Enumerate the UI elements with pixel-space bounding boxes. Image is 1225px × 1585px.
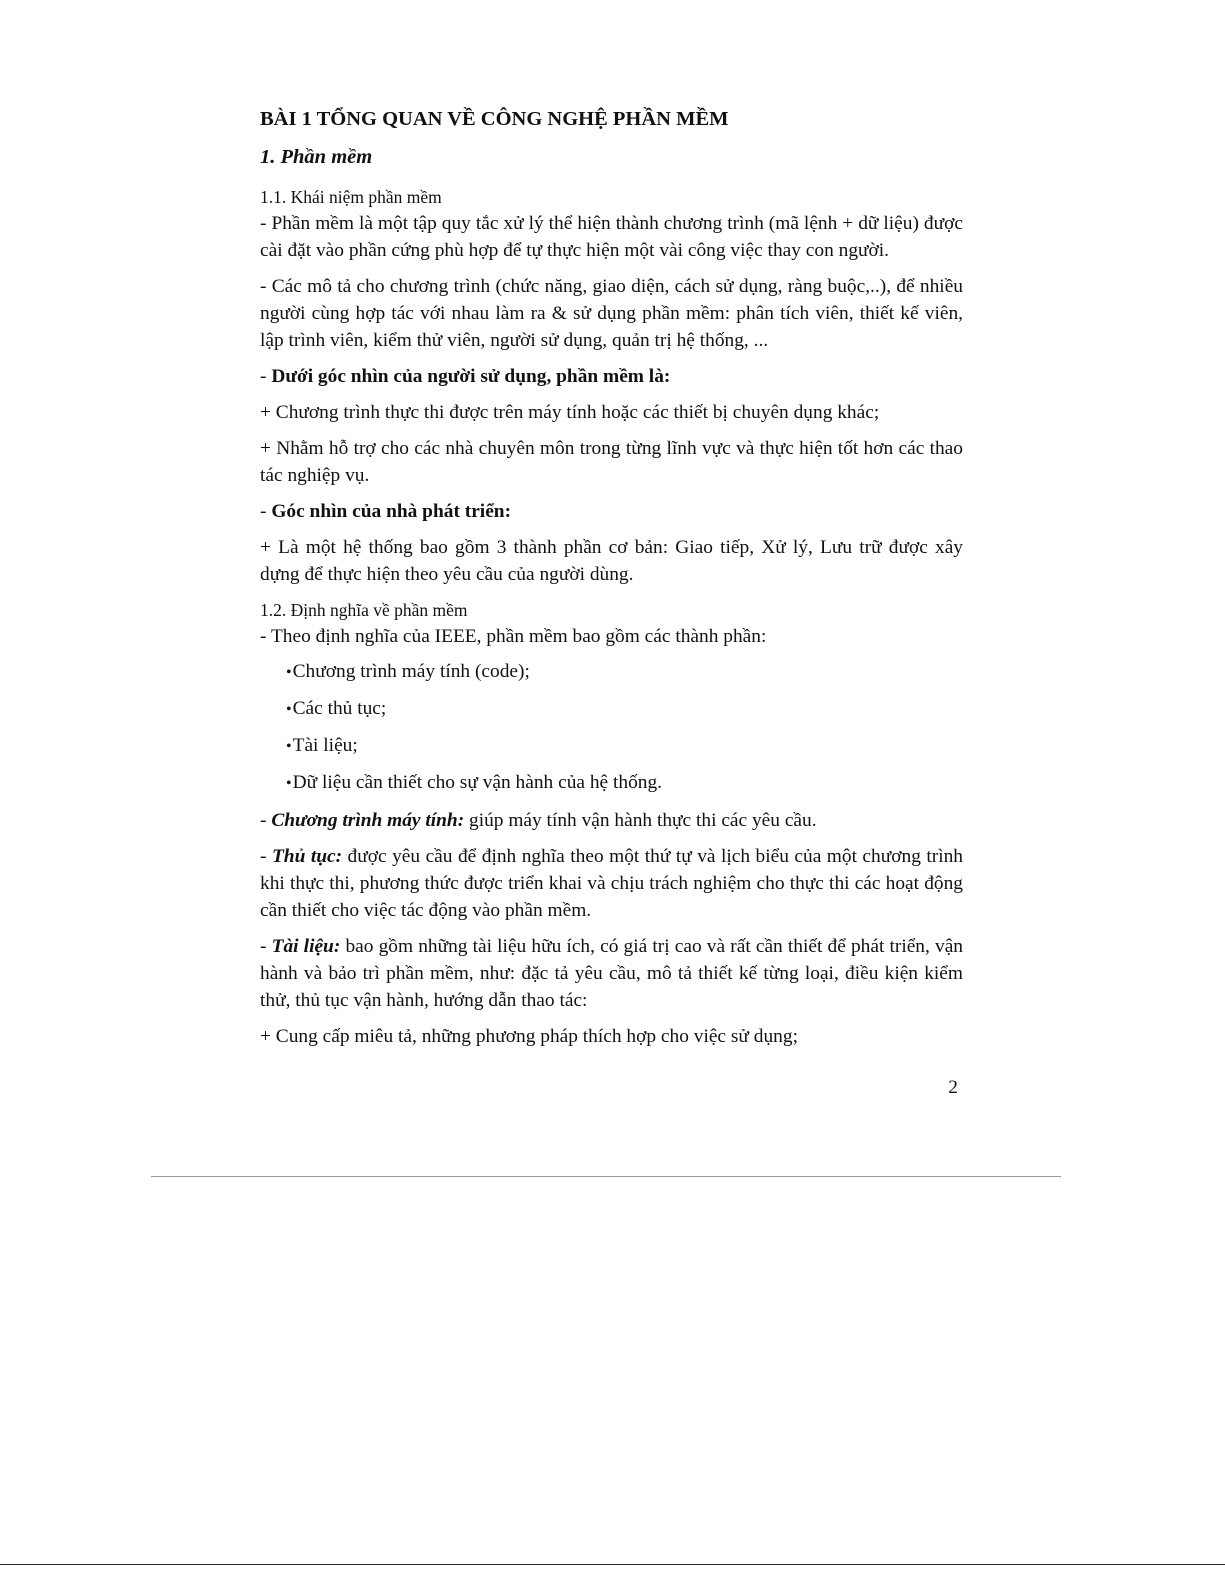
paragraph-procedure <box>260 843 963 924</box>
term-computer-program: Chương trình máy tính: <box>271 810 465 831</box>
chapter-title: BÀI 1 TỔNG QUAN VỀ CÔNG NGHỆ PHẦN MỀM <box>260 108 729 130</box>
list-item-text: Chương trình máy tính (code); <box>292 661 530 682</box>
dev-view-heading <box>260 498 963 525</box>
paragraph-documentation <box>260 933 963 1014</box>
bullet-icon: • <box>286 738 292 755</box>
bullet-icon: • <box>286 664 292 681</box>
page-separator-line <box>151 1176 1061 1177</box>
subheading-software-concept: 1.1. Khái niệm phần mềm <box>260 187 442 207</box>
list-item <box>286 658 963 686</box>
list-item <box>286 695 963 723</box>
term-dash: - <box>260 846 272 867</box>
user-view-item: + Nhằm hỗ trợ cho các nhà chuyên môn trong từng lĩnh vực và thực hiện tốt hơn các thao tác nghiệp vụ. <box>260 438 963 486</box>
documentation-item: + Cung cấp miêu tả, những phương pháp thích hợp cho việc sử dụng; <box>260 1026 798 1047</box>
list-item <box>286 769 963 797</box>
paragraph-program-descriptions: - Các mô tả cho chương trình (chức năng, giao diện, cách sử dụng, ràng buộc,..), để nhiều người cùng hợp tác với nhau làm ra & sử dụng phần mềm: phân tích viên, thiết kế viên, lập trình viên, kiểm thử viên, người sử dụng, quản trị hệ thống, ... <box>260 276 963 351</box>
term-description: bao gồm những tài liệu hữu ích, có giá trị cao và rất cần thiết để phát triển, vận hành và bảo trì phần mềm, như: đặc tả yêu cầu, mô tả thiết kế từng loại, điều kiện kiểm thử, thủ tục vận hành, hướng dẫn thao tác: <box>260 936 963 1011</box>
dev-view-dash: - <box>260 501 272 522</box>
list-item <box>286 732 963 760</box>
term-dash: - <box>260 810 272 831</box>
paragraph-computer-program <box>260 807 963 834</box>
ieee-components-list <box>260 658 963 797</box>
section-heading-software: 1. Phần mềm <box>260 146 373 168</box>
bullet-icon: • <box>286 701 292 718</box>
bullet-icon: • <box>286 775 292 792</box>
user-view-dash: - <box>260 366 272 387</box>
user-view-heading <box>260 363 963 390</box>
dev-view-label: Góc nhìn của nhà phát triển: <box>271 501 512 522</box>
term-procedure: Thủ tục: <box>271 846 343 867</box>
term-description: giúp máy tính vận hành thực thi các yêu cầu. <box>464 810 817 831</box>
subheading-software-definition: 1.2. Định nghĩa về phần mềm <box>260 600 468 620</box>
term-documentation: Tài liệu: <box>271 936 341 957</box>
list-item-text: Tài liệu; <box>292 735 358 756</box>
ieee-definition-intro: - Theo định nghĩa của IEEE, phần mềm bao gồm các thành phần: <box>260 626 767 647</box>
dev-view-item: + Là một hệ thống bao gồm 3 thành phần cơ bản: Giao tiếp, Xử lý, Lưu trữ được xây dựng để thực hiện theo yêu cầu của người dùng. <box>260 537 963 585</box>
bottom-border-line <box>0 1564 1225 1565</box>
paragraph-software-definition: - Phần mềm là một tập quy tắc xử lý thể hiện thành chương trình (mã lệnh + dữ liệu) được cài đặt vào phần cứng phù hợp để tự thực hiện một vài công việc thay con người. <box>260 213 963 261</box>
term-dash: - <box>260 936 272 957</box>
list-item-text: Dữ liệu cần thiết cho sự vận hành của hệ thống. <box>292 772 663 793</box>
term-description: được yêu cầu để định nghĩa theo một thứ tự và lịch biểu của một chương trình khi thực thi, phương thức được triển khai và chịu trách nghiệm cho thực thi các hoạt động cần thiết cho việc tác động vào phần mềm. <box>260 846 963 921</box>
user-view-label: Dưới góc nhìn của người sử dụng, phần mềm là: <box>271 366 671 387</box>
page-content <box>260 104 963 1059</box>
page-number: 2 <box>948 1077 958 1098</box>
list-item-text: Các thủ tục; <box>292 698 387 719</box>
user-view-item: + Chương trình thực thi được trên máy tính hoặc các thiết bị chuyên dụng khác; <box>260 402 880 423</box>
